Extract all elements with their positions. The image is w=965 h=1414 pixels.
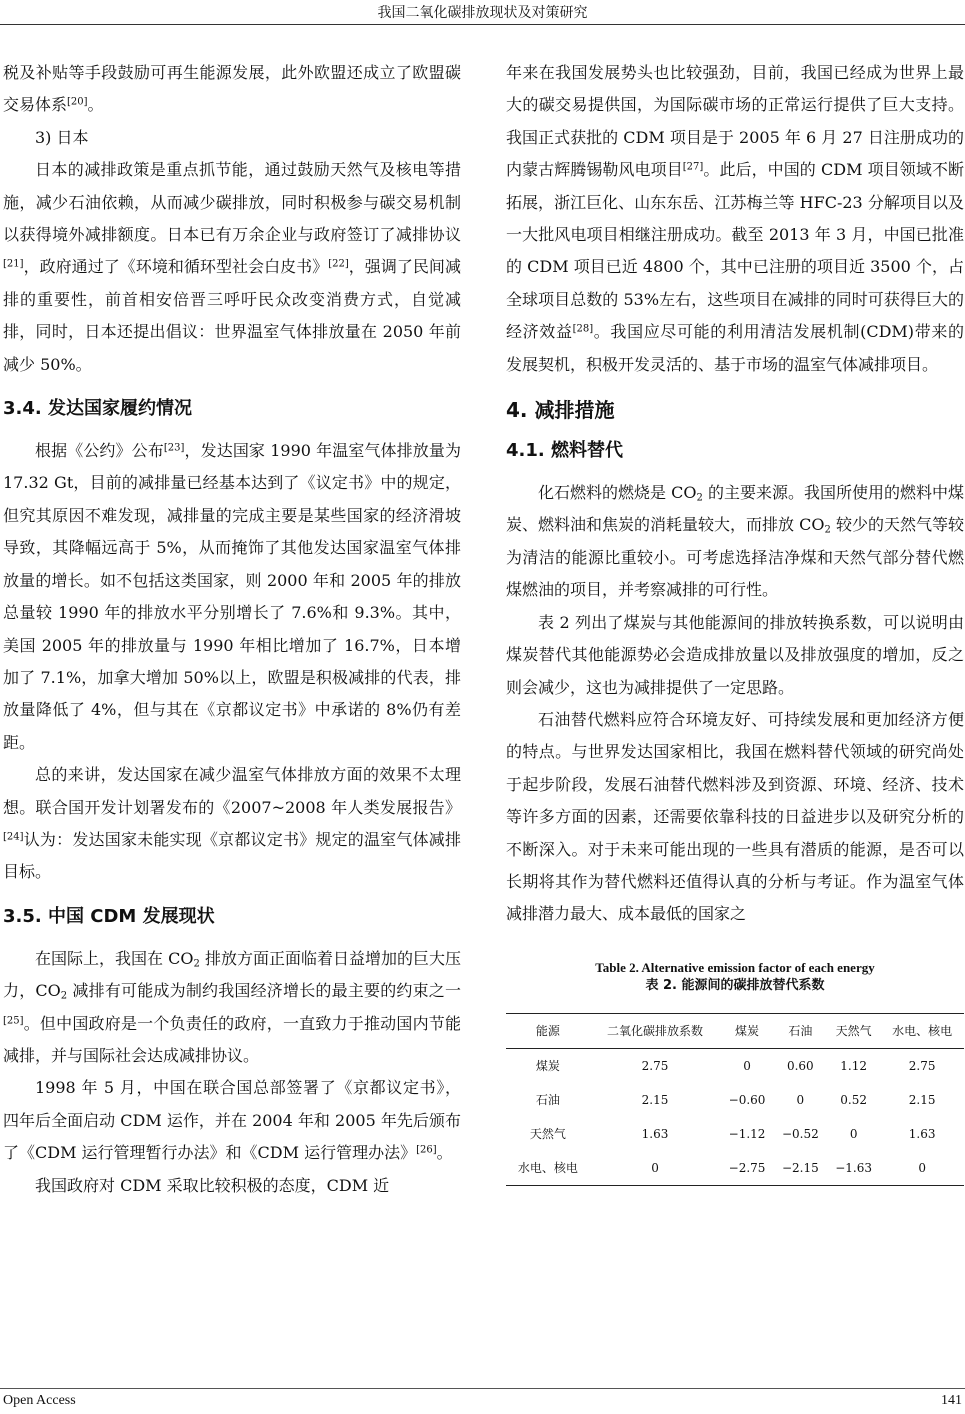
section-heading-4-1: 4.1. 燃料替代 [506,440,623,462]
table-cell: 0.60 [786,1058,814,1073]
japan-heading: 3) 日本 [35,127,89,147]
table-cell: 0 [796,1092,805,1107]
table-header-cell: 石油 [788,1023,813,1038]
citation[interactable]: [24] [3,831,24,843]
table-header-row [506,1013,964,1048]
table-caption-cn: 表 2. 能源间的碳排放替代系数 [645,977,825,993]
paragraph: 根据《公约》公布[23]，发达国家 1990 年温室气体排放量为 17.32 Gt，目前的减排量已经基本达到了《议定书》中的规定，但究其原因不难发现，减排量的完成主要是某些国家的经济滑坡导致，其降幅远高于 5%，从而掩饰了其他发达国家温室气体排放量的增长。如不包括这类国家，则 2000 年和 2005 年的排放总量较 1990 年的排放水平分别增长了 7.6%和 9.3%。其中，美国 2005 年的排放量与 1990 年相比增加了 16.7%，日本增加了 7.1%，加拿大增加 50%以上，欧盟是积极减排的代表，排放量降低了 4%，但与其在《京都议定书》中承诺的 8%仍有差距。 [3,441,461,752]
table-cell: 0 [743,1058,751,1073]
paragraph: 在国际上，我国在 $CO_2$ 排放方面正面临着日益增加的巨大压力，$CO_2$ 减排有可能成为制约我国经济增长的最主要的约束之一[25]。但中国政府是一个负责任的政府，一直致力于推动国内节能减排，并与国际社会达成减排协议。 [3,948,461,1065]
table-header-cell: 天然气 [835,1023,872,1038]
right-column [506,57,964,1186]
table-cell: −0.52 [781,1126,819,1141]
citation[interactable]: [28] [572,323,594,335]
paragraph: 日本的减排政策是重点抓节能，通过鼓励天然气及核电等措施，减少石油依赖，从而减少碳排放，同时积极参与碳交易机制以获得境外减排额度。日本已有万余企业与政府签订了减排协议[21]，政府通过了《环境和循环型社会白皮书》[22]，强调了民间减排的重要性，前首相安倍晋三呼吁民众改变消费方式，自觉减排，同时，日本还提出倡议：世界温室气体排放量在 2050 年前减少 50%。 [3,160,461,374]
table-row [506,1151,964,1186]
citation[interactable]: [25] [3,1015,24,1027]
table-cell: 2.15 [641,1092,669,1107]
table-cell: 2.75 [641,1058,669,1073]
table-header-cell: 煤炭 [735,1023,760,1038]
table-header-cell: 二氧化碳排放系数 [607,1023,704,1038]
section-heading-4: 4. 减排措施 [506,398,615,423]
table-cell: −1.12 [728,1126,766,1141]
header-rule [0,24,965,25]
paragraph: 表 2 列出了煤炭与其他能源间的排放转换系数，可以说明由煤炭替代其他能源势必会造成排放量以及排放强度的增加，反之则会减少，这也为减排提供了一定思路。 [506,612,964,697]
citation[interactable]: [20] [67,96,88,108]
table-cell: 2.75 [908,1058,936,1073]
emission-factor-table [506,1013,964,1186]
table-cell: 0.52 [840,1092,867,1107]
table-header-cell: 水电、核电 [892,1023,953,1038]
table-cell: 煤炭 [535,1058,560,1073]
table-cell: 1.12 [840,1058,867,1073]
table-row [506,1117,964,1151]
paragraph: 石油替代燃料应符合环境友好、可持续发展和更加经济方便的特点。与世界发达国家相比，我国在燃料替代领域的研究尚处于起步阶段，发展石油替代燃料涉及到资源、环境、经济、技术等许多方面的因素，还需要依靠科技的日益进步以及研究分析的不断深入。对于未来可能出现的一些具有潜质的能源，是否可以长期将其作为替代燃料还值得认真的分析与考证。作为温室气体减排潜力最大、成本最低的国家之 [506,709,964,924]
table-row [506,1048,964,1083]
paragraph: 年来在我国发展势头也比较强劲，目前，我国已经成为世界上最大的碳交易提供国，为国际碳市场的正常运行提供了巨大支持。我国正式获批的 CDM 项目是于 2005 年 6 月 27 日注册成功的内蒙古辉腾锡勒风电项目[27]。此后，中国的 CDM 项目领域不断拓展，浙江巨化、山东东岳、江苏梅兰等 HFC-23 分解项目以及一大批风电项目相继注册成功。截至 2013 年 3 月，中国已批准的 CDM 项目已近 4800 个，其中已注册的项目近 3500 个，占全球项目总数的 53%左右，这些项目在减排的同时可获得巨大的经济效益[28]。我国应尽可能的利用清洁发展机制(CDM)带来的发展契机，积极开发灵活的、基于市场的温室气体减排项目。 [506,63,964,374]
paragraph: 化石燃料的燃烧是 $CO_2$ 的主要来源。我国所使用的燃料中煤炭、燃料油和焦炭的消耗量较大，而排放 $CO_2$ 较少的天然气等较为清洁的能源比重较小。可考虑选择洁净煤和天然气部分替代燃煤燃油的项目，并考察减排的可行性。 [506,483,965,600]
citation[interactable]: [26] [416,1144,437,1156]
table-cell: −2.15 [781,1160,819,1175]
table-header-cell: 能源 [535,1023,560,1038]
section-heading-3-4: 3.4. 发达国家履约情况 [3,398,192,420]
table-cell: −0.60 [728,1092,766,1107]
table-cell: −2.75 [728,1160,766,1175]
left-column [3,57,461,1202]
paragraph: 我国政府对 CDM 采取比较积极的态度，CDM 近 [35,1175,390,1195]
table-cell: 石油 [535,1092,560,1107]
table-cell: 0 [918,1160,926,1175]
table-cell: 水电、核电 [517,1160,578,1175]
paragraph: 税及补贴等手段鼓励可再生能源发展，此外欧盟还成立了欧盟碳交易体系[20]。 [3,63,461,115]
table-cell: 1.63 [641,1126,669,1141]
citation[interactable]: [23] [163,442,185,454]
citation[interactable]: [27] [682,161,704,173]
table-cell: 0 [651,1160,659,1175]
table-cell: 1.63 [908,1126,936,1141]
paragraph: 总的来讲，发达国家在减少温室气体排放方面的效果不太理想。联合国开发计划署发布的《2007~2008 年人类发展报告》[24]认为：发达国家未能实现《京都议定书》规定的温室气体减排目标。 [3,765,461,882]
page-number: 141 [941,1393,962,1408]
citation[interactable]: [22] [328,258,349,270]
table-cell: 天然气 [529,1126,566,1141]
journal-access-label: Open Access [3,1393,76,1408]
citation[interactable]: [21] [3,258,24,270]
running-header: 我国二氧化碳排放现状及对策研究 [377,5,588,21]
section-heading-3-5: 3.5. 中国 CDM 发展现状 [3,905,215,927]
table-cell: 0 [849,1126,858,1141]
table-cell: 2.15 [908,1092,936,1107]
table-cell: −1.63 [835,1160,873,1175]
table-row [506,1083,964,1117]
footer-rule [0,1388,965,1389]
table-caption-en: Table 2. Alternative emission factor of each energy [595,959,875,975]
paragraph: 1998 年 5 月，中国在联合国总部签署了《京都议定书》，四年后全面启动 CDM 运作，并在 2004 年和 2005 年先后颁布了《CDM 运行管理暂行办法》和《CDM 运行管理办法》[26]。 [3,1078,461,1163]
